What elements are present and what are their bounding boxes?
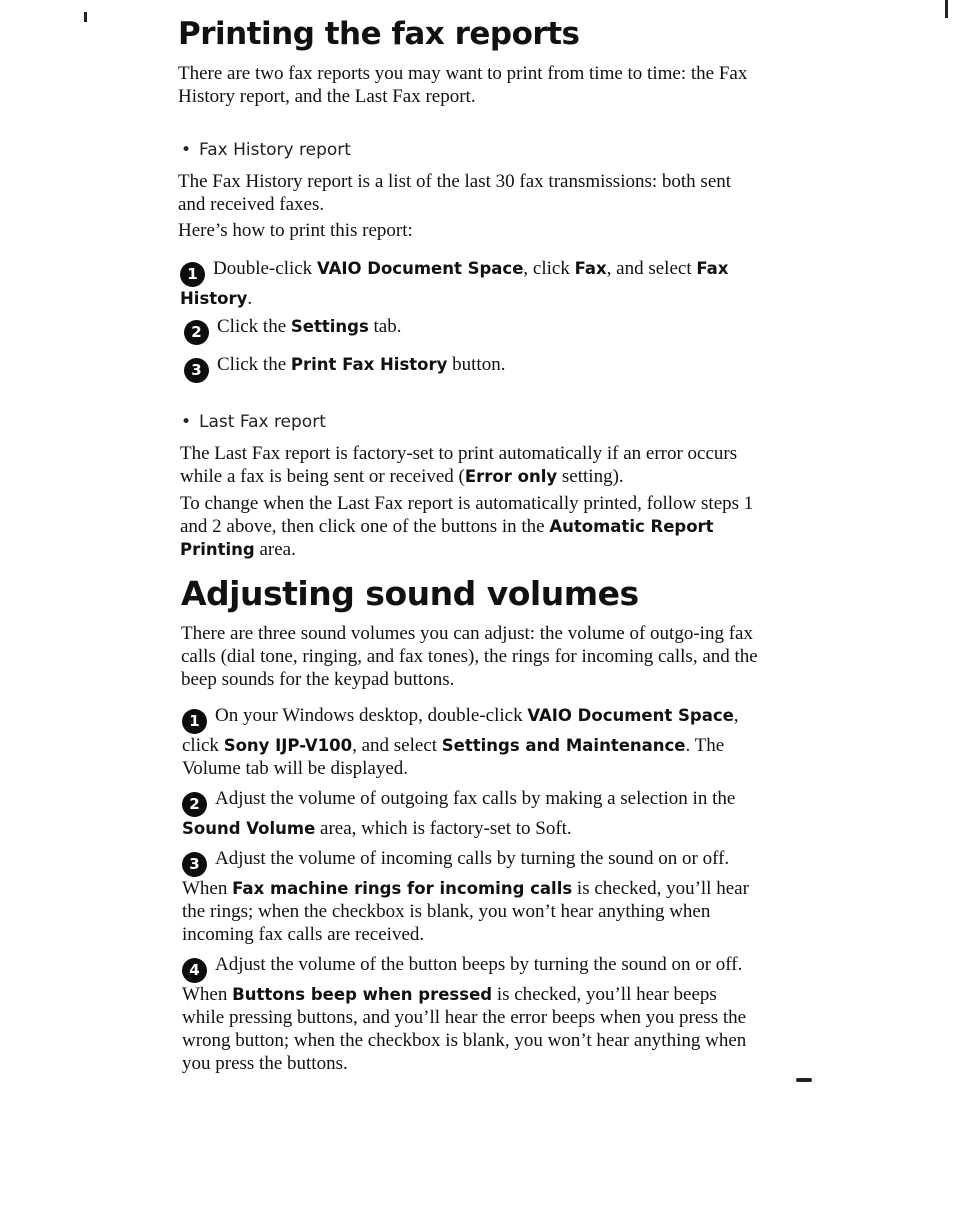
step-number-1-icon: 1: [182, 709, 207, 734]
bullet-icon: •: [181, 412, 192, 432]
step-number-2-icon: 2: [182, 792, 207, 817]
step-number-1-icon: 1: [180, 262, 205, 287]
step-text: Click the: [217, 316, 291, 337]
step-text: , click: [523, 258, 575, 279]
printing-intro: There are two fax reports you may want to print from time to time: the Fax History report, and the Last Fax report.: [178, 63, 748, 107]
scan-mark-bottom-right: [796, 1078, 812, 1082]
step-text: Adjust the volume of incoming calls by turning the sound on or off. When: [182, 848, 730, 899]
step-number-3-icon: 3: [182, 852, 207, 877]
fax-history-heading: [181, 139, 351, 161]
scan-mark-top-right: [945, 0, 948, 18]
sound-intro: There are three sound volumes you can adjust: the volume of outgo-ing fax calls (dial tone, ringing, and fax tones), the rings for incoming calls, and the beep sounds for the keypad buttons.: [181, 623, 758, 690]
section-title-printing-fax-reports: Printing the fax reports: [178, 16, 580, 52]
last-fax-change-instructions: [180, 492, 760, 561]
last-fax-heading: [181, 411, 326, 433]
last-fax-description: [180, 442, 760, 488]
step-text: is checked, you’ll hear the rings; when the checkbox is blank, you won’t hear anything when incoming fax calls are received.: [182, 878, 749, 945]
step-bold-text: VAIO Document Space: [527, 706, 734, 725]
step-bold-text: Print Fax History: [290, 355, 448, 374]
para-text: The Last Fax report is factory-set to print automatically if an error occurs while a fax is being sent or received (: [180, 443, 738, 487]
step-number-3-icon: 3: [184, 358, 209, 383]
step-text: Click the: [217, 354, 291, 375]
para-text: setting).: [557, 466, 624, 487]
step-bold-text: Fax: [574, 259, 607, 278]
para-text: To change when the Last Fax report is automatically printed, follow steps 1 and 2 above, then click one of the buttons in the: [180, 493, 754, 537]
step-text: Adjust the volume of outgoing fax calls by making a selection in the: [215, 788, 736, 809]
step-bold-text: Fax History: [180, 259, 729, 308]
step-number-2-icon: 2: [184, 320, 209, 345]
fax-history-step-3: [184, 353, 764, 383]
step-text: , click: [182, 705, 739, 756]
step-text: tab.: [368, 316, 402, 337]
step-bold-text: VAIO Document Space: [316, 259, 524, 278]
fax-history-step-1: [180, 257, 770, 310]
step-bold-text: Sony IJP-V100: [223, 736, 353, 755]
fax-history-description: The Fax History report is a list of the last 30 fax transmissions: both sent and received faxes.: [178, 171, 732, 215]
para-bold-text: Error only: [464, 467, 558, 486]
last-fax-heading-text: Last Fax report: [199, 412, 326, 432]
step-text: On your Windows desktop, double-click: [215, 705, 528, 726]
step-text: .: [247, 288, 253, 309]
step-bold-text: Settings and Maintenance: [441, 736, 686, 755]
step-text: button.: [447, 354, 506, 375]
step-bold-text: Buttons beep when pressed: [232, 985, 493, 1004]
sound-step-4: [182, 953, 762, 1075]
step-text: , and select: [352, 735, 442, 756]
step-number-4-icon: 4: [182, 958, 207, 983]
step-text: area, which is factory-set to Soft.: [315, 818, 572, 839]
sound-step-2: [182, 787, 762, 840]
step-text: is checked, you’ll hear beeps while pressing buttons, and you’ll hear the error beeps when you press the wrong button; when the checkbox is blank, you won’t hear anything when you press the buttons.: [182, 984, 747, 1074]
scan-mark-top-left: [84, 12, 87, 22]
step-text: . The Volume tab will be displayed.: [182, 735, 725, 779]
para-text: area.: [254, 539, 296, 560]
step-text: Double-click: [213, 258, 317, 279]
step-bold-text: Settings: [290, 317, 369, 336]
step-bold-text: Fax machine rings for incoming calls: [232, 879, 573, 898]
bullet-icon: •: [181, 140, 192, 160]
fax-history-howto: Here’s how to print this report:: [178, 220, 413, 241]
sound-step-3: [182, 847, 762, 946]
step-text: Adjust the volume of the button beeps by turning the sound on or off. When: [182, 954, 743, 1005]
para-bold-text: Automatic Report Printing: [180, 517, 714, 559]
step-bold-text: Sound Volume: [182, 819, 316, 838]
fax-history-heading-text: Fax History report: [199, 140, 351, 160]
fax-history-step-2: [184, 315, 764, 345]
step-text: , and select: [606, 258, 697, 279]
section-title-adjusting-sound-volumes: Adjusting sound volumes: [181, 574, 639, 613]
sound-step-1: [182, 704, 764, 780]
